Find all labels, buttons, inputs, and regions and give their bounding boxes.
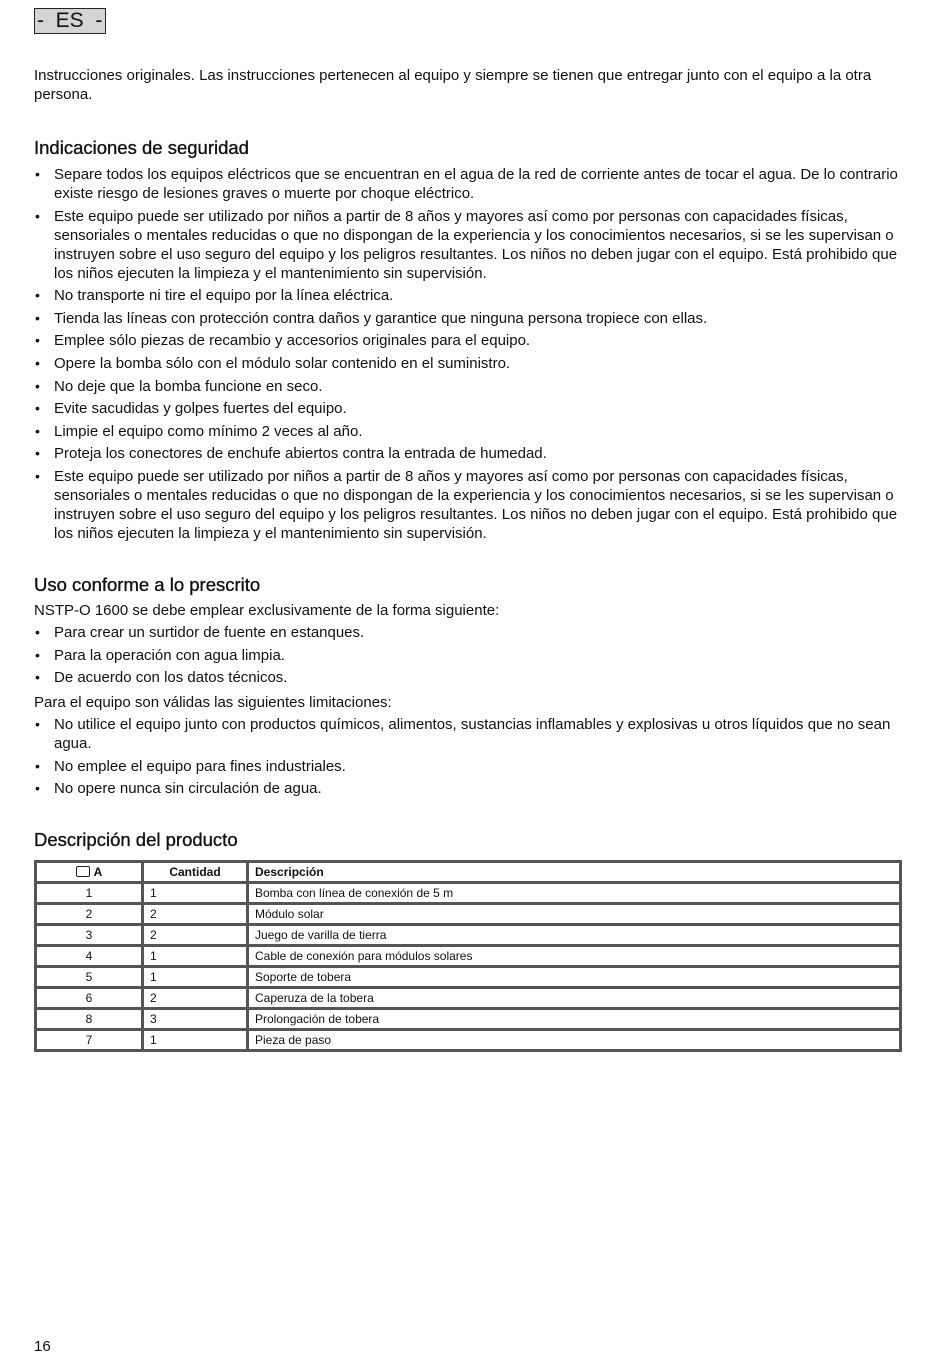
position-cell: 1 xyxy=(37,884,144,905)
safety-item: • No transporte ni tire el equipo por la línea eléctrica. xyxy=(34,286,900,305)
table-row xyxy=(37,1010,899,1031)
intro-text: Instrucciones originales. Las instrucciones pertenecen al equipo y siempre se tienen que entregar junto con el equipo a la otra persona. xyxy=(34,67,872,103)
quantity-cell: 1 xyxy=(144,1031,249,1049)
position-cell: 7 xyxy=(37,1031,144,1049)
description-cell: Juego de varilla de tierra xyxy=(249,926,899,947)
safety-list xyxy=(34,165,900,543)
table-row xyxy=(37,947,899,968)
column-header-quantity: Cantidad xyxy=(144,863,249,884)
limit-item: • No utilice el equipo junto con productos químicos, alimentos, sustancias inflamables y explosivas u otros líquidos que no sean agua. xyxy=(34,715,900,753)
limits-list xyxy=(34,715,900,798)
use-heading: Uso conforme a lo prescrito xyxy=(34,573,261,595)
page-content xyxy=(34,66,900,1052)
parts-table xyxy=(34,860,902,1052)
table-row xyxy=(37,884,899,905)
position-cell: 3 xyxy=(37,926,144,947)
safety-item: • Evite sacudidas y golpes fuertes del equipo. xyxy=(34,399,900,418)
description-cell: Prolongación de tobera xyxy=(249,1010,899,1031)
column-header-position xyxy=(37,863,144,884)
quantity-cell: 1 xyxy=(144,968,249,989)
safety-item: • Proteja los conectores de enchufe abiertos contra la entrada de humedad. xyxy=(34,444,900,463)
table-row xyxy=(37,905,899,926)
page-number: 16 xyxy=(34,1338,51,1355)
position-cell: 8 xyxy=(37,1010,144,1031)
description-cell: Soporte de tobera xyxy=(249,968,899,989)
use-item: • De acuerdo con los datos técnicos. xyxy=(34,668,900,687)
safety-heading: Indicaciones de seguridad xyxy=(34,137,249,158)
position-cell: 5 xyxy=(37,968,144,989)
description-cell: Cable de conexión para módulos solares xyxy=(249,947,899,968)
table-row xyxy=(37,989,899,1010)
language-tag: - ES - xyxy=(34,8,106,34)
quantity-cell: 1 xyxy=(144,884,249,905)
position-icon xyxy=(76,866,90,877)
quantity-cell: 2 xyxy=(144,926,249,947)
position-cell: 2 xyxy=(37,905,144,926)
parts-table-body xyxy=(37,884,899,1049)
safety-item: • Tienda las líneas con protección contra daños y garantice que ninguna persona tropiece con ellas. xyxy=(34,309,900,328)
use-intro: NSTP-O 1600 se debe emplear exclusivamente de la forma siguiente: xyxy=(34,601,500,619)
limit-item: • No opere nunca sin circulación de agua. xyxy=(34,779,900,798)
quantity-cell: 1 xyxy=(144,947,249,968)
description-cell: Pieza de paso xyxy=(255,1033,332,1048)
safety-item: • Emplee sólo piezas de recambio y accesorios originales para el equipo. xyxy=(34,331,900,350)
safety-item: • Separe todos los equipos eléctricos que se encuentran en el agua de la red de corriente antes de tocar el agua. De lo contrario existe riesgo de lesiones graves o muerte por choque eléctrico. xyxy=(34,165,900,203)
use-item: • Para la operación con agua limpia. xyxy=(34,646,900,665)
safety-item: • Opere la bomba sólo con el módulo solar contenido en el suministro. xyxy=(34,354,900,373)
position-cell: 4 xyxy=(37,947,144,968)
product-heading: Descripción del producto xyxy=(34,829,238,851)
safety-item: • Limpie el equipo como mínimo 2 veces al año. xyxy=(34,422,900,441)
table-row xyxy=(37,926,899,947)
quantity-cell: 2 xyxy=(144,989,249,1010)
safety-item: • No deje que la bomba funcione en seco. xyxy=(34,377,900,396)
limits-intro: Para el equipo son válidas las siguientes limitaciones: xyxy=(34,694,392,712)
use-item: • Para crear un surtidor de fuente en estanques. xyxy=(34,623,900,642)
use-list xyxy=(34,623,900,687)
table-row xyxy=(37,968,899,989)
limit-item: • No emplee el equipo para fines industriales. xyxy=(34,757,900,776)
safety-item: • Este equipo puede ser utilizado por niños a partir de 8 años y mayores así como por personas con capacidades físicas, sensoriales o mentales reducidas o que no dispongan de la experiencia y los conocimientos necesarios, si se les supervisan o instruyen sobre el uso seguro del equipo y los peligros resultantes. Los niños no deben jugar con el equipo. Está prohibido que los niños ejecuten la limpieza y el mantenimiento sin supervisión. xyxy=(34,207,900,283)
quantity-cell: 3 xyxy=(144,1010,249,1031)
column-header-description: Descripción xyxy=(249,863,899,884)
table-row xyxy=(37,1031,899,1049)
safety-item: • Este equipo puede ser utilizado por niños a partir de 8 años y mayores así como por personas con capacidades físicas, sensoriales o mentales reducidas o que no dispongan de la experiencia y los conocimientos necesarios, si se les supervisan o instruyen sobre el uso seguro del equipo y los peligros resultantes. Los niños no deben jugar con el equipo. Está prohibido que los niños ejecuten la limpieza y el mantenimiento sin supervisión. xyxy=(34,467,900,543)
description-cell: Módulo solar xyxy=(249,905,899,926)
position-cell: 6 xyxy=(37,989,144,1010)
table-header-row xyxy=(37,863,899,884)
quantity-cell: 2 xyxy=(144,905,249,926)
column-header-label: A xyxy=(93,865,103,880)
description-cell: Caperuza de la tobera xyxy=(249,989,899,1010)
description-cell: Bomba con línea de conexión de 5 m xyxy=(249,884,899,905)
